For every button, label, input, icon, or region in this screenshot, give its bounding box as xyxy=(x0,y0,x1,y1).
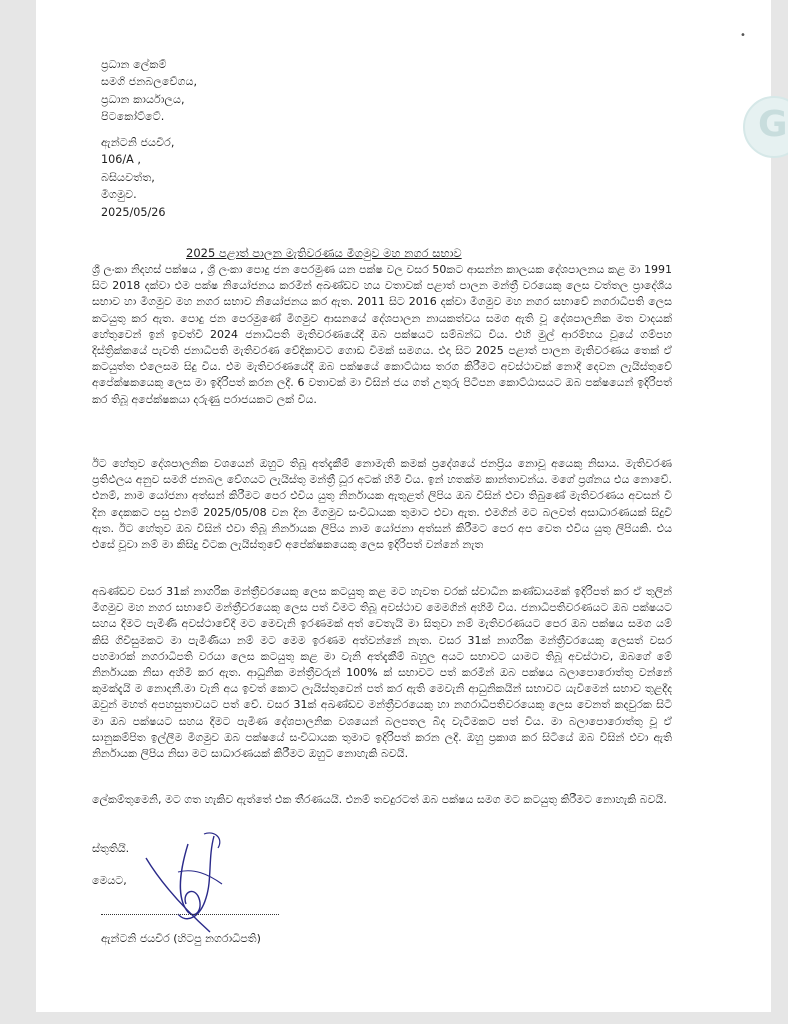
letter-subject: 2025 පළාත් පාලන මැතිවරණය මීගමුව මහ නගර සභාව xyxy=(186,246,462,260)
recipient-line: ඇන්ටනි ජයවීර, xyxy=(101,136,175,149)
handwritten-signature xyxy=(138,828,248,938)
signature-line xyxy=(101,914,279,915)
signer-name: ඇන්ටනි ජයවීර (හිටපු නගරාධිපති) xyxy=(101,932,261,945)
recipient-address-block xyxy=(101,134,174,221)
closing-yours: මෙයට, xyxy=(92,874,127,887)
sender-address-block xyxy=(101,56,197,126)
body-paragraph-1: ශ්‍රී ලංකා නිදහස් පක්ෂය , ශ්‍රී ලංකා පොදු ජන පෙරමුණ යන පක්ෂ වල වසර 50කට ආසන්න කාලයක දේශපාලනය කළ මා 1991 සිට 2018 දක්වා එම පක්ෂ නියෝජනය කරමින් අඛණ්ඩව හය වතාවක් පළාත් පාලන මන්ත්‍රී වරයෙකු ලෙස වත්තල ප්‍රාදේශීය සභාව හා මීගමුව මහ නගර සභාව නියෝජනය කර ඇත. 2011 සිට 2016 දක්වා මීගමුව මහ නගර සභාවේ නගරාධිපති ලෙස කටයුතු කර ඇත. පොදු ජන පෙරමුණේ මීගමුව ආසනයේ දේශපාලන නායකත්වය සමග ඇති වූ දේශපාලනික මත වාදයක් හේතුවෙන් ඉන් ඉවත්වී 2024 ජනාධිපති මැතිවරණයේදී ඔබ පක්ෂයට සම්බන්ධ විය. එහි මුල් ආරම්භය වූයේ ගම්පහ දිස්ත්‍රික්කයේ පැවති ජනාධිපති මැතිවරණ වේදිකාවට ගොඩ වීමක් සමගය. එදා සිට 2025 පළාත් පාලන මැතිවරණය තෙක් ඒ කටයුත්ත එලෙසම සිදු විය. එම මැතිවරණයේදී ඔබ පක්ෂයේ කොට්ඨාස තරග කිරීමට අවස්ථාවක් නොදී දෙවන ලැයිස්තුවේ අපේක්ෂකයෙකු ලෙස මා ඉදිරිපත් කරන ලදී. 6 වතාවක් මා විසින් ජය ගත් උතුරු පිටිපන කොට්ඨාසයට ඔබ පක්ෂයෙන් ඉදිරිපත් කර තිබූ අපේක්ෂකයා දරුණු පරාජයකට ලක් විය. xyxy=(92,263,672,406)
sender-line: ප්‍රධාන කාර්යාලය, xyxy=(101,92,185,106)
recipient-line: 106/A , xyxy=(101,153,141,167)
corner-mark: • xyxy=(740,30,746,41)
sender-line: සමගි ජනබලවේගය, xyxy=(101,75,198,89)
body-paragraph-2: ඊට හේතුව දේශපාලනික වශයෙන් ඔහුට තිබූ අත්දැකීම් නොමැති කමක් ප්‍රදේශයේ ජනප්‍රිය නොවූ අයෙකු නිසාය. මැතිවරණ ප්‍රතිඵලය අනුව සමගි ජනබල වේගයට ලැයිස්තු මන්ත්‍රී ධූර අටක් හිමි විය. ඉන් හතක්ම කාන්තාවන්ය. මගේ ප්‍රශ්නය එය නොවේ. එනම්, නාම යෝජනා අත්සන් කිරීමට පෙර එවිය යුතු නිර්නායක ඇතුළත් ලිපිය ඔබ විසින් එවා තිබුණේ මැතිවරණය අවසන් වී දින දෙකකට පසු එනම් 2025/05/08 වන දින මීගමුව සංවිධායක තුමාට එවා ඇත. එමගින් මට බලවත් අසාධාරණයක් සිදුවී ඇත. ඊට හේතුව ඔබ විසින් එවා තිබූ නිර්නායක ලිපිය නාම යෝජනා අත්සන් කිරීමට පෙර අප වෙත එවිය යුතු ලිපියකි. එය එසේ වූවා නම් මා කිසිදු විටක ලැයිස්තුවේ අපේක්ෂකයෙකු ලෙස ඉදිරිපත් වන්නේ නැත xyxy=(92,457,672,552)
sender-line: පිටකෝට්ටේ. xyxy=(101,110,165,124)
body-paragraph-3: අඛණ්ඩව වසර 31ක් නාගරික මන්ත්‍රීවරයෙකු ලෙස කටයුතු කළ මට හැවත වරක් ස්වාධීන කණ්ඩායමක් ඉදිරිපත් කර ඒ තුලින් මීගමුව මහ නගර සභාවේ මන්ත්‍රීවරයෙකු ලෙස පත් වීමට තිබූ අවස්ථාව මෙමගින් අහිමි විය. ජනාධිපතිවරණයට ඔබ පක්ෂයට සහය දීමට පැමිණි අවස්ථාවේදී මට මෙවැනි ඉරණමක් අත් වෙතැයි මා සිතුවා නම් මැතිවරණයට පෙර ඔබ පක්ෂය සමග යම් කිසි ගිවිසුමකට මා පැමිණියා නම් මට මෙම ඉරණම අත්වන්නේ නැත. වසර 31ක් නාගරික මන්ත්‍රීවරයෙකු ලෙසත් වසර පහමාරක් නගරාධිපති වරයා ලෙස කටයුතු කළ මා වැනි අත්දැකීම් බහුල අයට සභාවට යාමට තිබූ අවස්ථාව, ඔබගේ මේ නිර්නායක නිසා අහිමි කර ඇත. ආධුනික මන්ත්‍රීවරුන් 100% ක් සභාවට පත් කරමින් ඔබ පක්ෂය බලාපොරොත්තු වන්නේ කුමක්දැයි ම නොදනී.මා වැනි අය ඉවත් කොට ලැයිස්තුවෙන් පත් කර ඇති මෙවැනි ආධුනිකයින් සභාවට යැවීමෙන් සභාව තුළදීද ඔවුන් මහත් අපහසුතාවයට පත් වේ. වසර 31ක් අඛණ්ඩව මන්ත්‍රීවරයෙකු හා නගරාධිපතිවරයෙකු ලෙස වෙනත් කදවුරක සිටි මා ඔබ පක්ෂයට සහය දීමට පැමිණ දේශපාලනික වශයෙන් බලපතල බිද වැටීමකට පත් විය. මා බලාපොරොත්තු වූ ඒ සානුකම්පිත ඉල්ලීම මීගමුව ඔබ පක්ෂයේ සංවිධායක තුමාට ඉදිරිපත් කරන ලදී. ඔහු ප්‍රකාශ කර සිටියේ ඔබ විසින් එවා ඇති නිර්නායක ලිපිය නිසා මට සාධාරණයක් කිරීමට ඔහුට නොහැකි බවයි. xyxy=(92,585,672,761)
closing-thanks: ස්තුතියි. xyxy=(92,842,130,855)
letter-date: 2025/05/26 xyxy=(101,205,166,219)
recipient-line: මීගමුව. xyxy=(101,188,137,202)
recipient-line: බසියවත්ත, xyxy=(101,170,155,184)
sender-line: ප්‍රධාන ලේකම් xyxy=(101,58,167,71)
body-paragraph-4: ලේකම්තුමෙනි, මට ගත හැකිව ඇත්තේ එක තීරණයයි. එනම් තවදුරටත් ඔබ පක්ෂය සමග මට කටයුතු කිරීමට නොහැකි බවයි. xyxy=(92,793,667,806)
floating-g-icon[interactable]: G xyxy=(743,96,788,158)
